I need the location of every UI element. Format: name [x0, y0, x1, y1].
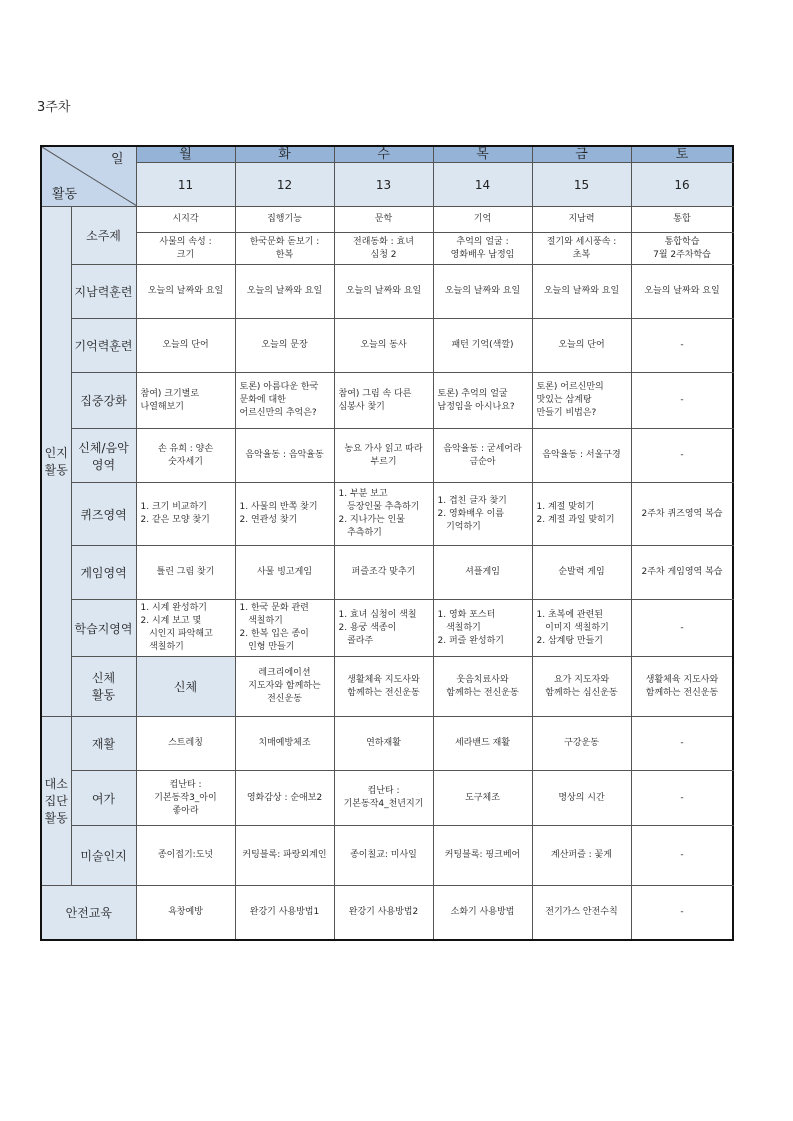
- group-small-large-label: 대소 집단 활동: [44, 776, 68, 825]
- orientation-cell: 오늘의 날짜와 요일: [136, 265, 235, 319]
- category-worksheet: 학습지영역: [71, 600, 136, 657]
- art-cell: 계산퍼즐 : 꽃게: [532, 826, 631, 886]
- physical-cell: 레크리에이션 지도자와 함께하는 전신운동: [235, 657, 334, 717]
- theme-bottom-cell: 사물의 속성 : 크기: [136, 233, 235, 265]
- memory-cell: -: [631, 319, 733, 373]
- safety-cell: 전기가스 안전수칙: [532, 886, 631, 940]
- corner-day-label: 일: [110, 152, 124, 167]
- physical-cell: 생활체육 지도사와 함께하는 전신운동: [631, 657, 733, 717]
- rehab-cell: -: [631, 717, 733, 771]
- safety-row: [41, 886, 733, 940]
- quiz-cell: 1. 겹친 글자 찾기 2. 영화배우 이름 기억하기: [433, 483, 532, 546]
- rehab-cell: 연하재활: [334, 717, 433, 771]
- game-cell: 2주차 게임영역 복습: [631, 546, 733, 600]
- day-tue: 화: [235, 146, 334, 163]
- game-cell: 사물 빙고게임: [235, 546, 334, 600]
- theme-top-cell: 시지각: [136, 207, 235, 233]
- safety-cell: 욕창예방: [136, 886, 235, 940]
- focus-cell: 토론) 아름다운 한국 문화에 대한 어르신만의 추억은?: [235, 373, 334, 429]
- memory-row: [41, 319, 733, 373]
- worksheet-cell: 1. 초복에 관련된 이미지 색칠하기 2. 삼계탕 만들기: [532, 600, 631, 657]
- orientation-cell: 오늘의 날짜와 요일: [235, 265, 334, 319]
- theme-top-cell: 통합: [631, 207, 733, 233]
- category-body-music: 신체/음악 영역: [71, 429, 136, 483]
- body-music-cell: 농요 가사 읽고 따라 부르기: [334, 429, 433, 483]
- game-cell: 순발력 게임: [532, 546, 631, 600]
- leisure-cell: -: [631, 771, 733, 826]
- memory-cell: 패턴 기억(색깔): [433, 319, 532, 373]
- theme-top-cell: 문학: [334, 207, 433, 233]
- rehab-row: [41, 717, 733, 771]
- orientation-cell: 오늘의 날짜와 요일: [532, 265, 631, 319]
- worksheet-cell: 1. 시계 완성하기 2. 시계 보고 몇 시인지 파악해고 색칠하기: [136, 600, 235, 657]
- leisure-row: [41, 771, 733, 826]
- art-cell: 커팅블록: 파랑외계인: [235, 826, 334, 886]
- body-music-cell: 음악율동 : 음악율동: [235, 429, 334, 483]
- physical-row: [41, 657, 733, 717]
- memory-cell: 오늘의 단어: [136, 319, 235, 373]
- category-leisure: 여가: [71, 771, 136, 826]
- game-cell: 퍼즐조각 맞추기: [334, 546, 433, 600]
- memory-cell: 오늘의 단어: [532, 319, 631, 373]
- day-sat: 토: [631, 146, 733, 163]
- header-day-row: [41, 146, 733, 163]
- physical-cell: 생활체육 지도사와 함께하는 전신운동: [334, 657, 433, 717]
- leisure-cell: 영화감상 : 순애보2: [235, 771, 334, 826]
- worksheet-row: [41, 600, 733, 657]
- group-cognitive-label: 인지 활동: [44, 445, 68, 477]
- memory-cell: 오늘의 동사: [334, 319, 433, 373]
- theme-bottom-row: [41, 233, 733, 265]
- art-row: [41, 826, 733, 886]
- orientation-cell: 오늘의 날짜와 요일: [334, 265, 433, 319]
- game-row: [41, 546, 733, 600]
- safety-cell: -: [631, 886, 733, 940]
- group-cognitive: [41, 207, 71, 717]
- physical-cell: 웃음치료사와 함께하는 전신운동: [433, 657, 532, 717]
- rehab-cell: 세라밴드 재활: [433, 717, 532, 771]
- theme-bottom-cell: 한국문화 돋보기 : 한복: [235, 233, 334, 265]
- art-cell: 커팅블록: 핑크베어: [433, 826, 532, 886]
- quiz-row: [41, 483, 733, 546]
- rehab-cell: 구강운동: [532, 717, 631, 771]
- worksheet-cell: -: [631, 600, 733, 657]
- day-thu: 목: [433, 146, 532, 163]
- art-cell: 종이접기:도넛: [136, 826, 235, 886]
- quiz-cell: 1. 사물의 반쪽 찾기 2. 연관성 찾기: [235, 483, 334, 546]
- game-cell: 셔플게임: [433, 546, 532, 600]
- quiz-cell: 1. 크기 비교하기 2. 같은 모양 찾기: [136, 483, 235, 546]
- theme-top-cell: 지남력: [532, 207, 631, 233]
- worksheet-cell: 1. 한국 문화 관련 색칠하기 2. 한복 입은 종이 인형 만들기: [235, 600, 334, 657]
- date-sat: 16: [631, 163, 733, 207]
- date-fri: 15: [532, 163, 631, 207]
- theme-bottom-cell: 절기와 세시풍속 : 초복: [532, 233, 631, 265]
- quiz-cell: 1. 부분 보고 등장인물 추측하기 2. 지나가는 인물 추측하기: [334, 483, 433, 546]
- category-safety: 안전교육: [41, 886, 136, 940]
- focus-cell: 참여) 크기별로 나열해보기: [136, 373, 235, 429]
- day-mon: 월: [136, 146, 235, 163]
- week-title: 3주차: [37, 100, 71, 115]
- day-wed: 수: [334, 146, 433, 163]
- category-quiz: 퀴즈영역: [71, 483, 136, 546]
- quiz-cell: 1. 계절 맞히기 2. 계절 과일 맞히기: [532, 483, 631, 546]
- theme-bottom-cell: 추억의 얼굴 : 영화배우 남정임: [433, 233, 532, 265]
- safety-cell: 소화기 사용방법: [433, 886, 532, 940]
- worksheet-cell: 1. 효녀 심청이 색칠 2. 용궁 색종이 콜라주: [334, 600, 433, 657]
- focus-cell: 토론) 추억의 얼굴 남정임을 아시나요?: [433, 373, 532, 429]
- orientation-row: [41, 265, 733, 319]
- group-physical: [71, 657, 136, 717]
- leisure-cell: 도구체조: [433, 771, 532, 826]
- theme-top-cell: 기억: [433, 207, 532, 233]
- header-date-row: [41, 163, 733, 207]
- focus-cell: 토론) 어르신만의 맛있는 삼계탕 만들기 비법은?: [532, 373, 631, 429]
- category-memory: 기억력훈련: [71, 319, 136, 373]
- game-cell: 틀린 그림 찾기: [136, 546, 235, 600]
- focus-cell: -: [631, 373, 733, 429]
- date-mon: 11: [136, 163, 235, 207]
- leisure-cell: 명상의 시간: [532, 771, 631, 826]
- theme-bottom-cell: 전래동화 : 효녀 심청 2: [334, 233, 433, 265]
- safety-cell: 완강기 사용방법1: [235, 886, 334, 940]
- corner-activity-label: 활동: [52, 187, 78, 202]
- focus-row: [41, 373, 733, 429]
- category-art: 미술인지: [71, 826, 136, 886]
- rehab-cell: 치매예방체조: [235, 717, 334, 771]
- corner-header: [41, 146, 136, 207]
- date-wed: 13: [334, 163, 433, 207]
- group-small-large: [41, 717, 71, 886]
- category-rehab: 재활: [71, 717, 136, 771]
- art-cell: 종이칠교: 미사일: [334, 826, 433, 886]
- body-music-cell: 음악율동 : 굳세어라 금순아: [433, 429, 532, 483]
- art-cell: -: [631, 826, 733, 886]
- rehab-cell: 스트레칭: [136, 717, 235, 771]
- safety-cell: 완강기 사용방법2: [334, 886, 433, 940]
- date-tue: 12: [235, 163, 334, 207]
- focus-cell: 참여) 그림 속 다른 심봉사 찾기: [334, 373, 433, 429]
- category-game: 게임영역: [71, 546, 136, 600]
- theme-top-cell: 집행기능: [235, 207, 334, 233]
- worksheet-cell: 1. 영화 포스터 색칠하기 2. 퍼즐 완성하기: [433, 600, 532, 657]
- category-focus: 집중강화: [71, 373, 136, 429]
- body-music-cell: 손 유희 : 양손 숫자세기: [136, 429, 235, 483]
- theme-top-row: [41, 207, 733, 233]
- category-theme: 소주제: [71, 207, 136, 265]
- body-music-cell: -: [631, 429, 733, 483]
- leisure-cell: 컵난타 : 기본동작4_천년지기: [334, 771, 433, 826]
- quiz-cell: 2주차 퀴즈영역 복습: [631, 483, 733, 546]
- leisure-cell: 컵난타 : 기본동작3_아이 좋아라: [136, 771, 235, 826]
- orientation-cell: 오늘의 날짜와 요일: [631, 265, 733, 319]
- category-physical: 신체: [136, 657, 235, 717]
- date-thu: 14: [433, 163, 532, 207]
- physical-cell: 요가 지도자와 함께하는 심신운동: [532, 657, 631, 717]
- day-fri: 금: [532, 146, 631, 163]
- memory-cell: 오늘의 문장: [235, 319, 334, 373]
- body-music-row: [41, 429, 733, 483]
- category-orientation: 지남력훈련: [71, 265, 136, 319]
- theme-bottom-cell: 통합학습 7월 2주차학습: [631, 233, 733, 265]
- group-physical-label: 신체 활동: [91, 670, 116, 702]
- orientation-cell: 오늘의 날짜와 요일: [433, 265, 532, 319]
- weekly-schedule-table: [40, 145, 734, 941]
- body-music-cell: 음악율동 : 서울구경: [532, 429, 631, 483]
